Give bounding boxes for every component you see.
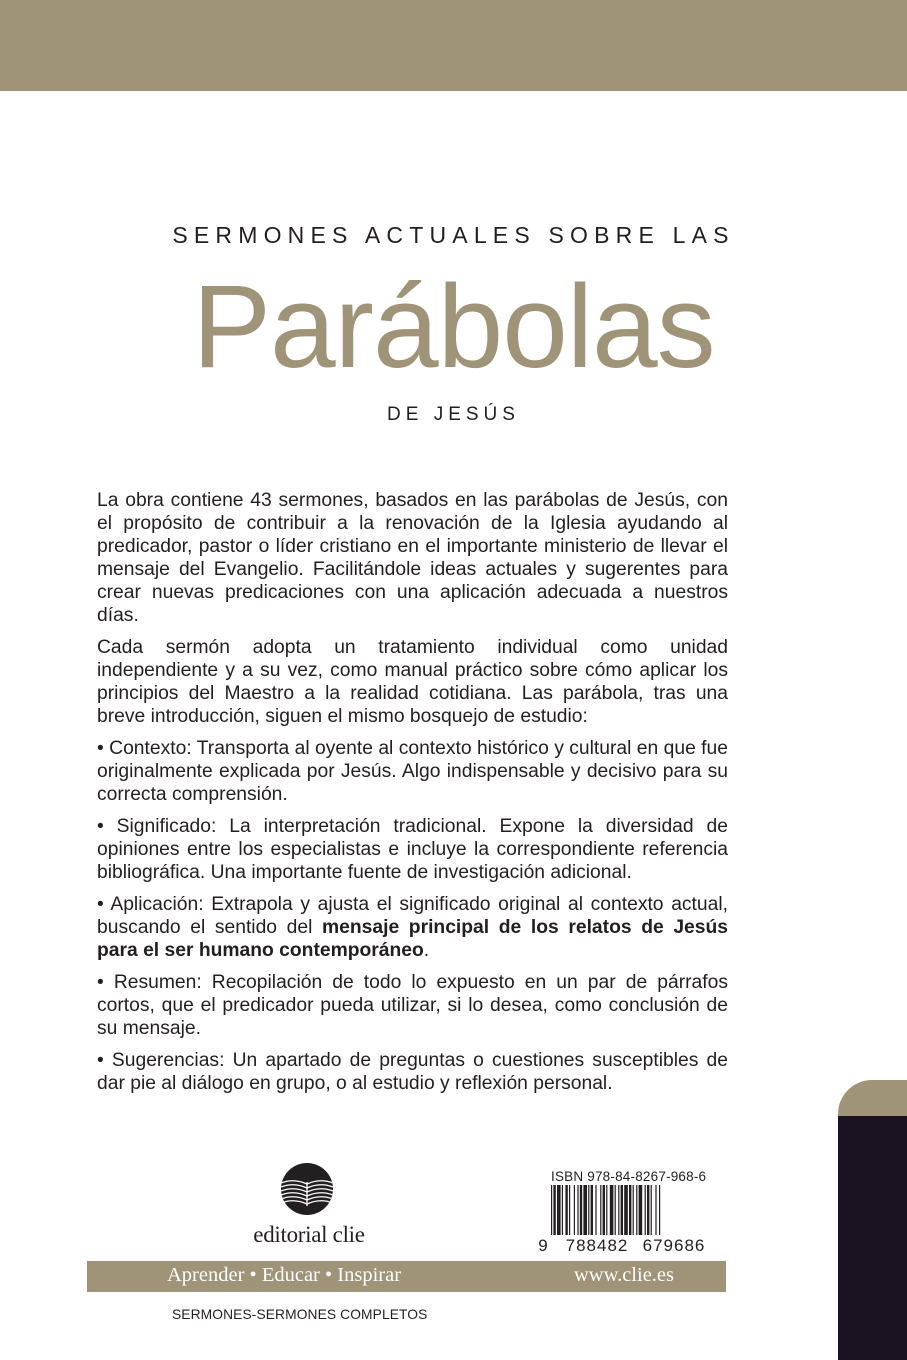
barcode-bar: [633, 1185, 634, 1235]
barcode-first-digit: 9: [538, 1236, 548, 1253]
barcode-bar: [574, 1185, 575, 1235]
barcode-digits-right: 679686: [642, 1236, 706, 1253]
barcode-bar: [610, 1185, 614, 1235]
barcode-bar: [580, 1185, 582, 1235]
cover-subtitle: DE JESÚS: [387, 404, 520, 425]
barcode-bar: [606, 1185, 607, 1235]
publisher-slogan: Aprender • Educar • Inspirar: [167, 1264, 402, 1286]
bullet-sugerencias: • Sugerencias: Un apartado de preguntas o cuestiones susceptibles de dar pie al diálogo en grupo, o al estudio y reflexión personal.: [97, 1050, 728, 1094]
isbn-barcode: [537, 1185, 721, 1253]
barcode-bars: [551, 1185, 660, 1235]
barcode-bar: [577, 1185, 578, 1235]
barcode-bar: [645, 1185, 646, 1235]
barcode-bar: [553, 1185, 555, 1235]
top-color-band: [0, 0, 907, 91]
barcode-bar: [569, 1185, 570, 1235]
barcode-bar: [595, 1185, 596, 1235]
spine-tab-gold: [838, 1080, 907, 1118]
barcode-bar: [621, 1185, 623, 1235]
bullet-contexto: • Contexto: Transporta al oyente al contexto histórico y cultural en que fue originalmente explicada por Jesús. Algo indispensable y decisivo para su correcta comprensión.: [97, 738, 728, 805]
barcode-bar: [636, 1185, 637, 1235]
barcode-bar: [591, 1185, 593, 1235]
barcode-bar: [655, 1185, 656, 1235]
cover-kicker: SERMONES ACTUALES SOBRE LAS: [172, 222, 735, 248]
barcode-bar: [588, 1185, 589, 1235]
barcode-bar: [659, 1185, 660, 1235]
barcode-bar: [639, 1185, 643, 1235]
barcode-bar: [557, 1185, 561, 1235]
barcode-bar: [565, 1185, 567, 1235]
barcode-bar: [600, 1185, 601, 1235]
barcode-bar: [603, 1185, 605, 1235]
publisher-website[interactable]: www.clie.es: [574, 1264, 674, 1286]
barcode-bar: [629, 1185, 631, 1235]
aplicacion-end: .: [423, 940, 430, 961]
paragraph-intro: La obra contiene 43 sermones, basados en las parábolas de Jesús, con el propósito de contribuir a la renovación de la Iglesia ayudando al predicador, pastor o líder cristiano en el importante ministerio de llevar el mensaje del Evangelio. Facilitándole ideas actuales y sugerentes para crear nuevas predicaciones con una aplicación adecuada a nuestros días.: [97, 490, 728, 626]
aplicacion-bold-text: mensaje principal de los relatos de Jesús para el ser humano contemporáneo: [97, 917, 728, 961]
aplicacion-text: • Aplicación: Extrapola y ajusta el significado original al contexto actual, buscando el sentido del: [97, 894, 728, 938]
barcode-bar: [618, 1185, 619, 1235]
category-label: SERMONES-SERMONES COMPLETOS: [172, 1307, 428, 1322]
publisher-logo-text: editorial clie: [253, 1222, 365, 1247]
barcode-bar: [651, 1185, 652, 1235]
barcode-bar: [647, 1185, 649, 1235]
bullet-resumen: • Resumen: Recopilación de todo lo expuesto en un par de párrafos cortos, que el predicador pueda utilizar, si lo desea, como conclusión de su mensaje.: [97, 972, 728, 1039]
barcode-bar: [615, 1185, 616, 1235]
cover-title: Parábolas: [192, 261, 715, 393]
bullet-aplicacion: [97, 893, 728, 962]
isbn-label: ISBN 978-84-8267-968-6: [551, 1169, 707, 1184]
publisher-logo-icon: [279, 1162, 335, 1216]
barcode-digits-left: 788482: [565, 1236, 629, 1253]
barcode-bar: [624, 1185, 628, 1235]
description: [97, 489, 728, 1104]
spine-tab-dark: [838, 1116, 907, 1360]
barcode-bar: [583, 1185, 587, 1235]
barcode-bar: [551, 1185, 552, 1235]
bullet-significado: • Significado: La interpretación tradicional. Expone la diversidad de opiniones entre los especialistas e incluye la correspondiente referencia bibliográfica. Una importante fuente de investigación adicional.: [97, 816, 728, 883]
paragraph-structure: Cada sermón adopta un tratamiento individual como unidad independiente y a su vez, como manual práctico sobre cómo aplicar los principios del Maestro a la realidad cotidiana. Las parábola, tras una breve introducción, siguen el mismo bosquejo de estudio:: [97, 637, 728, 727]
barcode-bar: [562, 1185, 563, 1235]
